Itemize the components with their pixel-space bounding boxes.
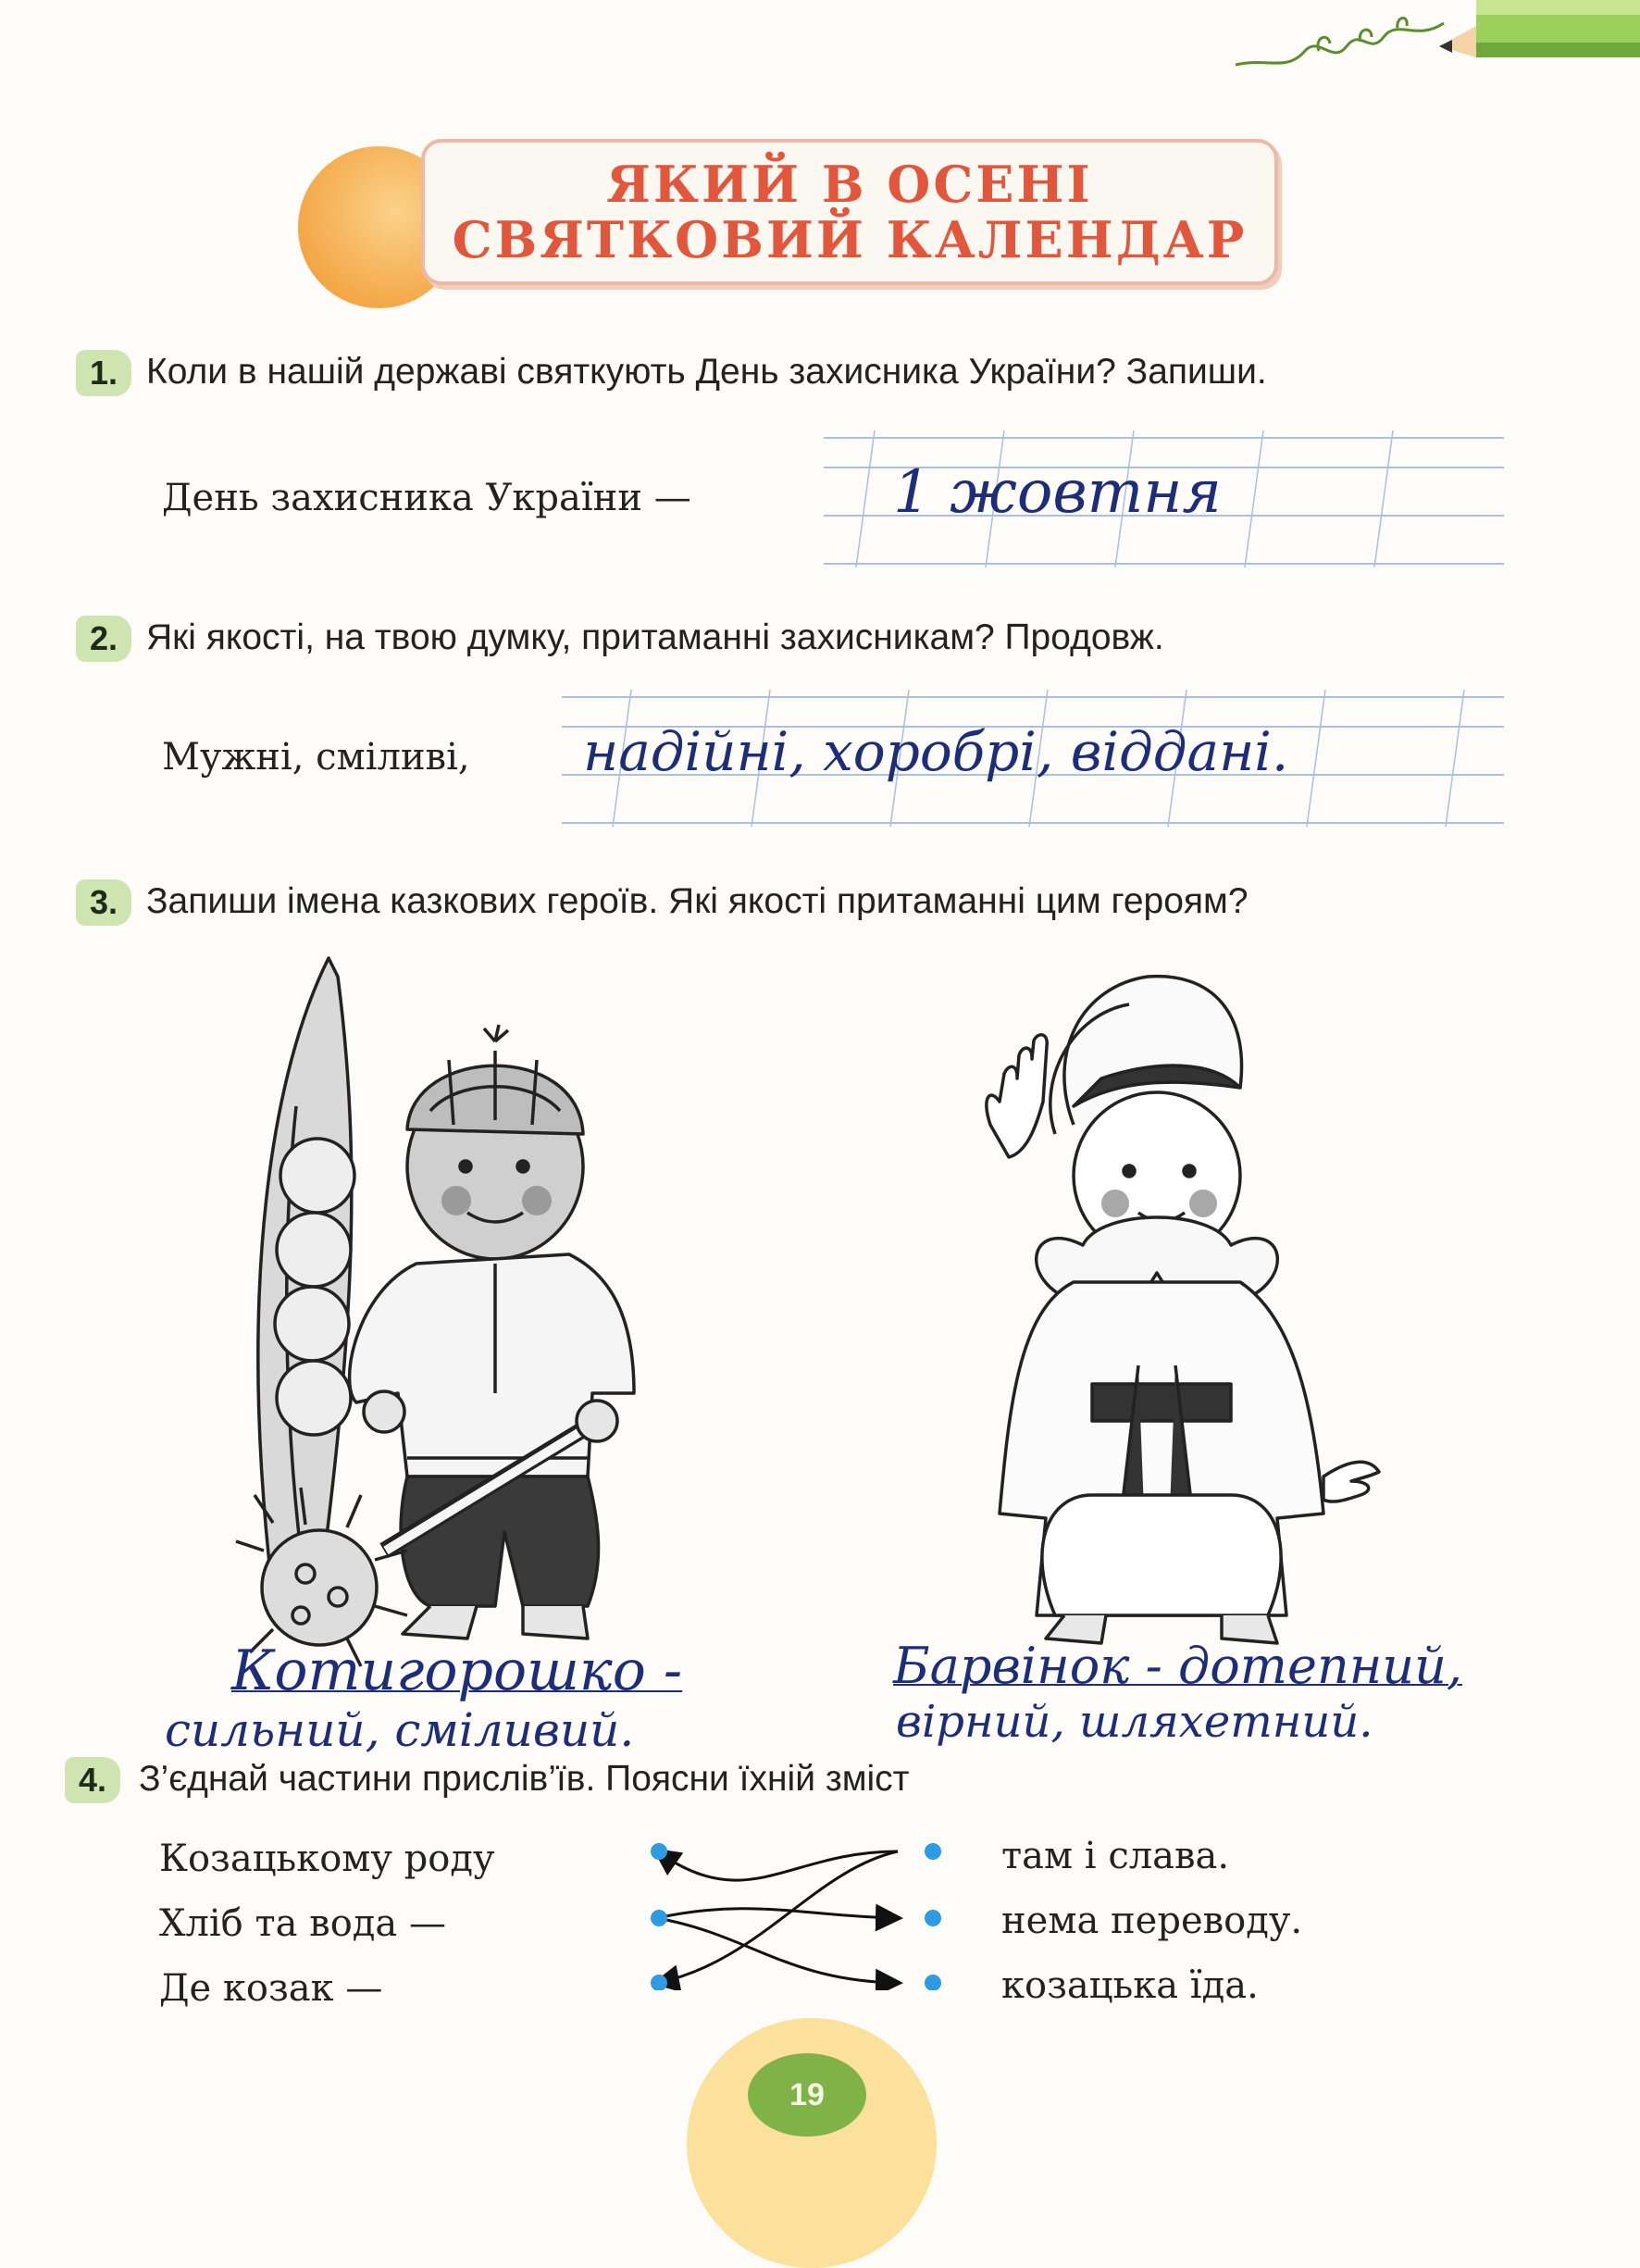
vine-doodle-icon [1231, 0, 1462, 83]
proverb-connections [639, 1833, 953, 1990]
task-1-answer: 1 жовтня [893, 458, 1222, 527]
page-number: 19 [748, 2053, 866, 2137]
proverb-left-2: Хліб та вода — [159, 1902, 446, 1945]
task-1-number: 1. [76, 350, 131, 396]
hero-left-line1: Котигорошко - [231, 1639, 683, 1703]
barvinok-illustration [972, 977, 1379, 1643]
proverb-left-1: Козацькому роду [159, 1838, 495, 1880]
task-2-number: 2. [76, 616, 131, 662]
dot-right-1[interactable] [925, 1843, 941, 1860]
task-3-question: Запиши імена казкових героїв. Які якості притаманні цим героям? [146, 881, 1249, 921]
task-1-prompt: День захисника України — [162, 477, 691, 519]
task-4-question: З’єднай частини прислів’їв. Поясни їхній зміст [139, 1759, 910, 1799]
kotyhoroshko-illustration [217, 958, 671, 1643]
task-2-answer: надійні, хоробрі, віддані. [583, 720, 1289, 783]
task-4-number: 4. [65, 1757, 120, 1803]
proverb-left-3: Де козак — [159, 1967, 383, 2010]
dot-right-3[interactable] [925, 1975, 941, 1990]
dot-left-2[interactable] [651, 1910, 667, 1926]
proverb-right-3: козацька їда. [1001, 1964, 1259, 2007]
page-title [421, 139, 1278, 285]
dot-left-3[interactable] [651, 1975, 667, 1990]
pencil-icon [1439, 0, 1640, 69]
dot-left-1[interactable] [651, 1843, 667, 1860]
task-2-prompt: Мужні, сміливі, [162, 736, 470, 779]
title-line-1: ЯКИЙ В ОСЕНІ [606, 154, 1093, 214]
proverb-right-1: там і слава. [1001, 1835, 1230, 1877]
hero-right-line1: Барвінок - дотепний, [893, 1637, 1463, 1695]
hero-right-line2: вірний, шляхетний. [896, 1696, 1373, 1748]
title-line-2: СВЯТКОВИЙ КАЛЕНДАР [452, 210, 1248, 269]
hero-left-line2: сильний, сміливий. [165, 1703, 635, 1757]
dot-right-2[interactable] [925, 1910, 941, 1926]
task-3-number: 3. [76, 879, 131, 926]
task-2-question: Які якості, на твою думку, притаманні захисникам? Продовж. [146, 617, 1164, 657]
proverb-right-2: нема переводу. [1001, 1900, 1303, 1942]
task-1-question: Коли в нашій державі святкують День захисника України? Запиши. [146, 352, 1267, 392]
